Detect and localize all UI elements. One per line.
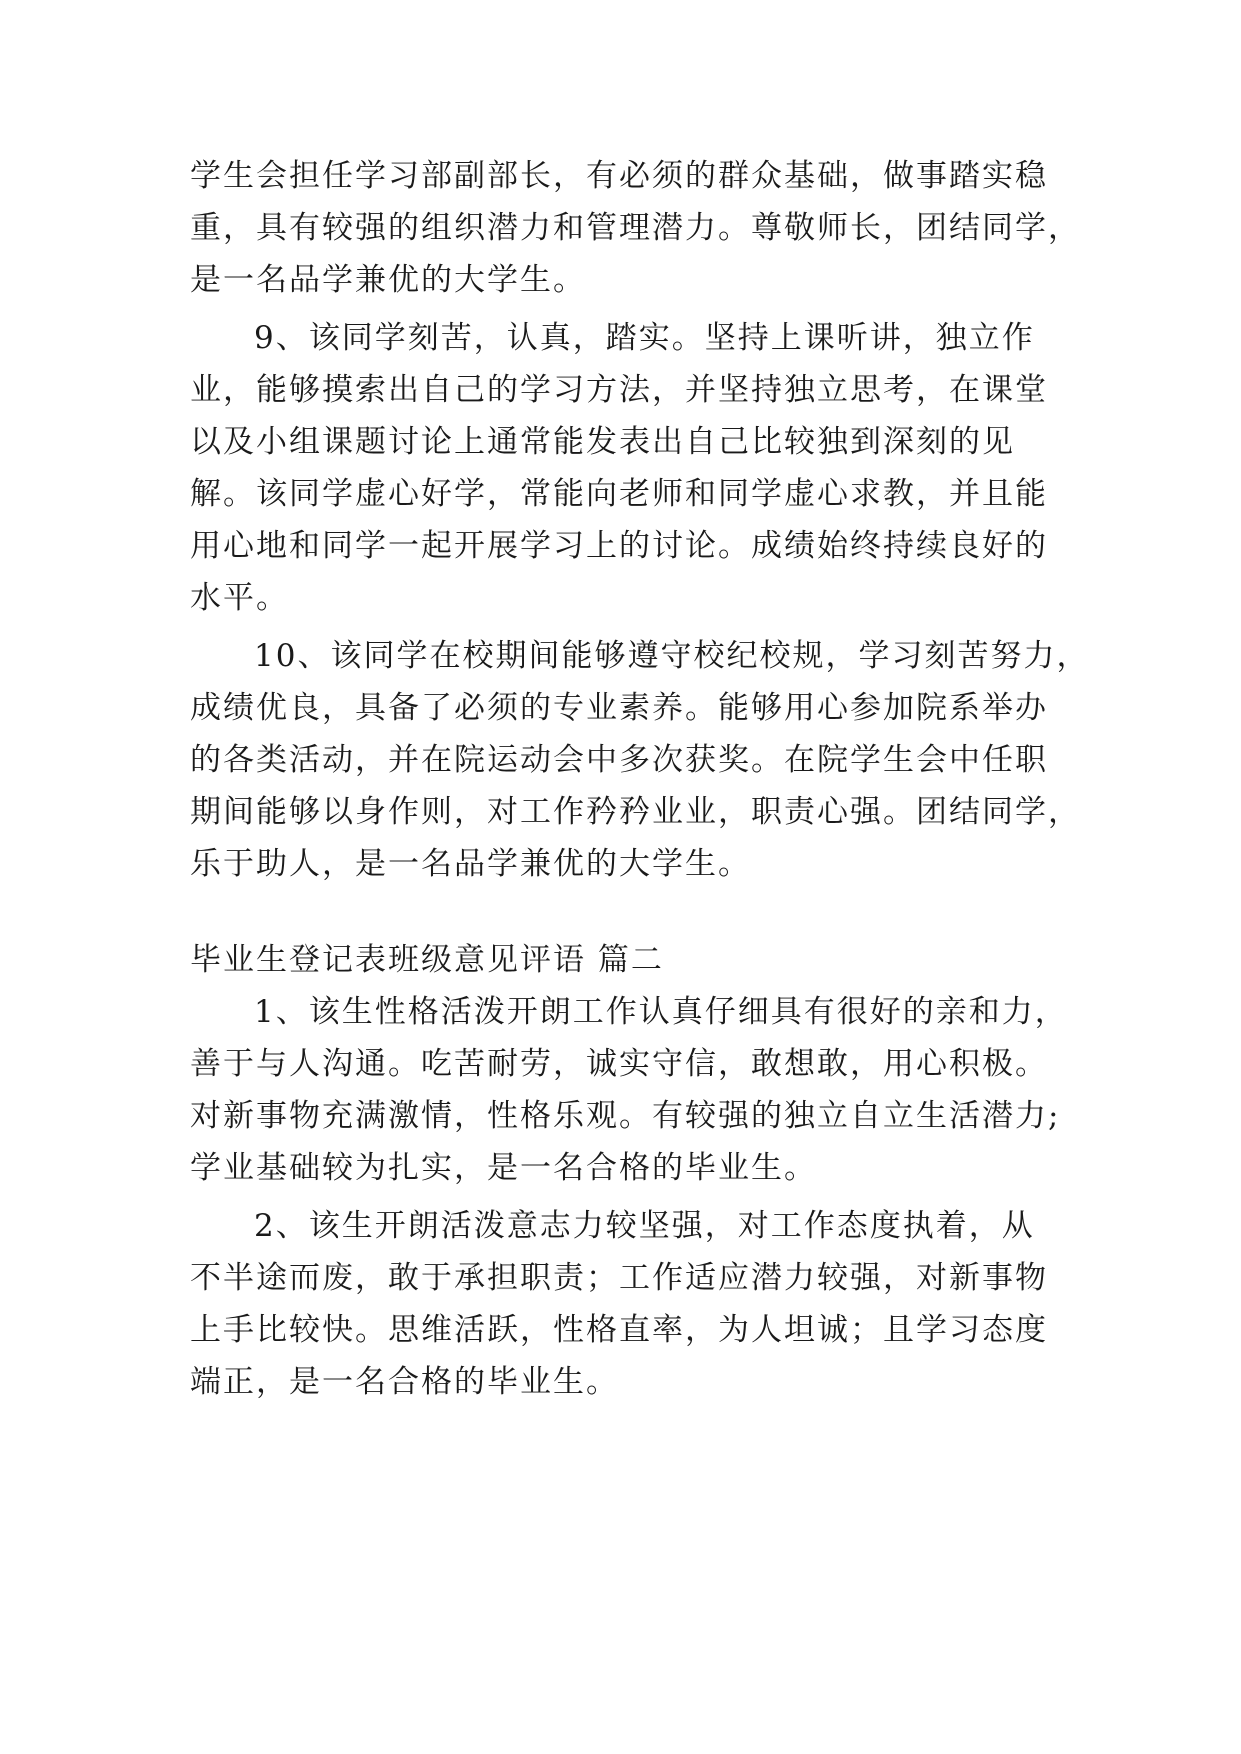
comment-item-2	[190, 1200, 1070, 1408]
text-line: 端正，是一名合格的毕业生。	[190, 1364, 619, 1400]
text-line: 的各类活动，并在院运动会中多次获奖。在院学生会中任职	[190, 742, 1048, 778]
text-line: 乐于助人，是一名品学兼优的大学生。	[190, 846, 751, 882]
text-line: 1、该生性格活泼开朗工作认真仔细具有很好的亲和力，	[254, 994, 1068, 1030]
text-line: 善于与人沟通。吃苦耐劳，诚实守信，敢想敢，用心积极。	[190, 1046, 1048, 1082]
comment-item-10	[190, 630, 1090, 890]
text-line: 学生会担任学习部副部长，有必须的群众基础，做事踏实稳	[190, 158, 1048, 194]
text-line: 对新事物充满激情，性格乐观。有较强的独立自立生活潜力;	[190, 1098, 1061, 1134]
paragraph-continuation	[190, 150, 1081, 306]
text-line: 2、该生开朗活泼意志力较坚强，对工作态度执着，从	[254, 1208, 1035, 1244]
comment-item-1	[190, 986, 1070, 1194]
text-line: 成绩优良，具备了必须的专业素养。能够用心参加院系举办	[190, 690, 1048, 726]
text-line: 不半途而废，敢于承担职责；工作适应潜力较强，对新事物	[190, 1260, 1048, 1296]
comment-item-9	[190, 312, 1070, 624]
text-line: 上手比较快。思维活跃，性格直率，为人坦诚；且学习态度	[190, 1312, 1048, 1348]
text-line: 解。该同学虚心好学，常能向老师和同学虚心求教，并且能	[190, 476, 1048, 512]
text-line: 学业基础较为扎实，是一名合格的毕业生。	[190, 1150, 817, 1186]
section-heading: 毕业生登记表班级意见评语 篇二	[190, 942, 664, 978]
text-line: 业，能够摸索出自己的学习方法，并坚持独立思考，在课堂	[190, 372, 1048, 408]
document-page	[190, 150, 1090, 1408]
text-line: 期间能够以身作则，对工作矜矜业业，职责心强。团结同学，	[190, 794, 1081, 830]
text-line: 水平。	[190, 580, 289, 616]
text-line: 10、该同学在校期间能够遵守校纪校规，学习刻苦努力，	[254, 638, 1090, 674]
text-line: 以及小组课题讨论上通常能发表出自己比较独到深刻的见	[190, 424, 1015, 460]
text-line: 9、该同学刻苦，认真，踏实。坚持上课听讲，独立作	[254, 320, 1035, 356]
text-line: 重，具有较强的组织潜力和管理潜力。尊敬师长，团结同学，	[190, 210, 1081, 246]
text-line: 用心地和同学一起开展学习上的讨论。成绩始终持续良好的	[190, 528, 1048, 564]
text-line: 是一名品学兼优的大学生。	[190, 262, 586, 298]
